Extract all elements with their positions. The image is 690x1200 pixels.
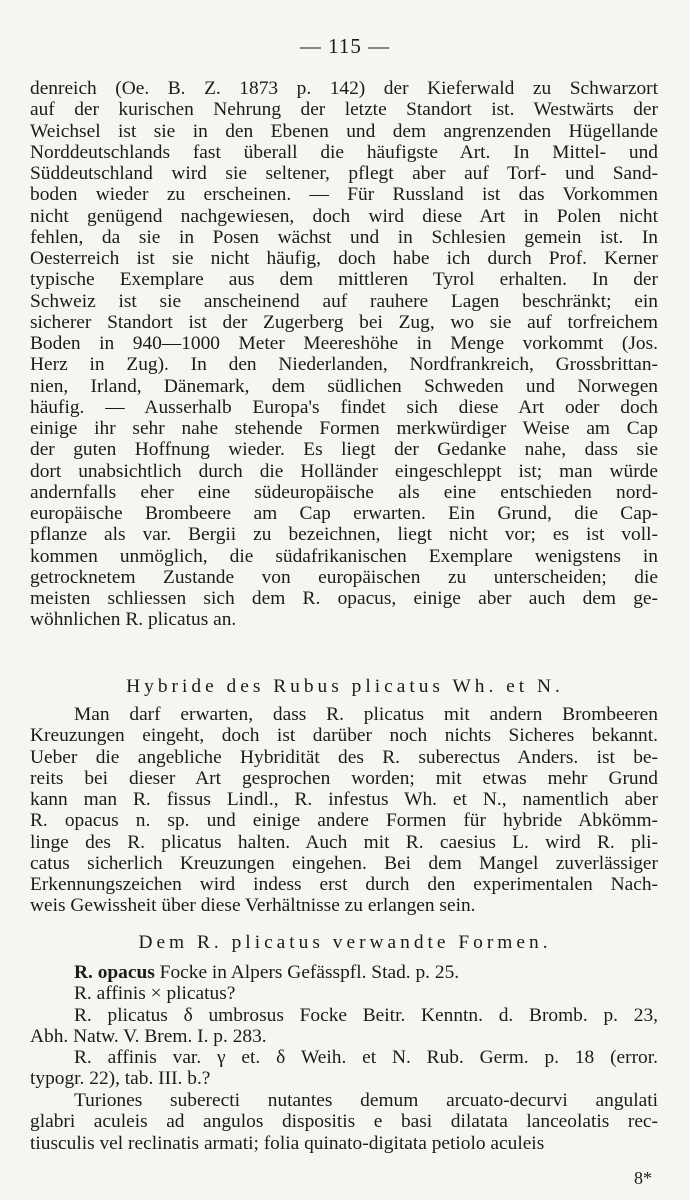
text-line: typische Exemplare aus dem mittleren Tyrol erhalten. In der xyxy=(30,269,658,291)
paragraph-distribution xyxy=(30,78,658,631)
text-line: Herz in Zug). In den Niederlanden, Nordfrankreich, Grossbrittan- xyxy=(30,354,658,376)
text-line: europäische Brombeere am Cap erwarten. Ein Grund, die Cap- xyxy=(30,503,658,524)
text-line: glabri aculeis ad angulos dispositis e basi dilatata lanceolatis rec- xyxy=(30,1111,658,1133)
text-line: Turiones suberecti nutantes demum arcuato-decurvi angulati xyxy=(74,1090,658,1111)
section-heading-hybrids: Hybride des Rubus plicatus Wh. et N. xyxy=(126,676,564,697)
text-line: Boden in 940—1000 Meter Meereshöhe in Menge vorkommt (Jos. xyxy=(30,333,658,354)
synonym-line: Abh. Natw. V. Brem. I. p. 283. xyxy=(30,1025,267,1047)
paragraph-hybrids xyxy=(30,704,658,917)
synonym-line: R. affinis × plicatus? xyxy=(74,983,236,1005)
text-line: Kreuzungen eingeht, doch ist darüber noch nichts Sicheres bekannt. xyxy=(30,725,658,747)
text-line: dort unabsichtlich durch die Holländer eingeschleppt ist; man würde xyxy=(30,460,658,482)
text-line: catus sicherlich Kreuzungen eingehen. Bei dem Mangel zuverlässiger xyxy=(30,852,658,874)
text-line: pflanze als var. Bergii zu bezeichnen, liegt nicht vor; es ist voll- xyxy=(30,524,658,546)
species-citation: Focke in Alpers Gefässpfl. Stad. p. 25. xyxy=(159,962,460,983)
text-line: tiusculis vel reclinatis armati; folia quinato-digitata petiolo aculeis xyxy=(30,1132,545,1154)
text-line: fehlen, da sie in Posen wächst und in Schlesien gemein ist. In xyxy=(30,226,658,248)
text-line: Ueber die angebliche Hybridität des R. suberectus Anders. ist be- xyxy=(30,746,658,768)
section-heading-related-forms: Dem R. plicatus verwandte Formen. xyxy=(138,932,552,953)
text-line: Man darf erwarten, dass R. plicatus mit andern Brombeeren xyxy=(74,704,658,725)
page-number: — 115 — xyxy=(299,34,391,58)
text-line: linge des R. plicatus halten. Auch mit R. caesius L. wird R. pli- xyxy=(30,831,658,853)
signature-mark: 8* xyxy=(634,1168,652,1188)
synonymy-block xyxy=(30,962,658,1090)
text-line: auf der kurischen Nehrung der letzte Standort ist. Westwärts der xyxy=(30,99,658,121)
text-line: reits bei dieser Art gesprochen worden; mit etwas mehr Grund xyxy=(30,767,658,789)
synonym-line: R. affinis var. γ et. δ Weih. et N. Rub. Germ. p. 18 (error. xyxy=(74,1047,658,1068)
text-line: meisten schliessen sich dem R. opacus, einige aber auch dem ge- xyxy=(30,588,658,609)
text-line: denreich (Oe. B. Z. 1873 p. 142) der Kieferwald zu Schwarzort xyxy=(30,78,658,99)
text-line: Weichsel ist sie in den Ebenen und dem angrenzenden Hügellande xyxy=(30,120,658,142)
text-line: Erkennungszeichen wird indess erst durch den experimentalen Nach- xyxy=(30,874,658,895)
text-line: weis Gewissheit über diese Verhältnisse zu erlangen sein. xyxy=(30,895,476,917)
text-line: einige ihr sehr nahe stehende Formen merkwürdiger Weise am Cap xyxy=(30,418,658,439)
text-line: kann man R. fissus Lindl., R. infestus Wh. et N., namentlich aber xyxy=(30,789,658,810)
text-line: getrocknetem Zustande von europäischen zu unterscheiden; die xyxy=(30,566,658,588)
text-line: kommen unmöglich, die südafrikanischen Exemplare wenigstens in xyxy=(30,545,658,567)
text-line: boden wieder zu erscheinen. — Für Russland ist das Vorkommen xyxy=(30,184,658,206)
synonym-line: R. plicatus δ umbrosus Focke Beitr. Kenntn. d. Bromb. p. 23, xyxy=(74,1004,658,1026)
species-entry xyxy=(30,962,658,983)
text-line: häufig. — Ausserhalb Europa's findet sich diese Art oder doch xyxy=(30,396,658,418)
text-line: nicht genügend nachgewiesen, doch wird diese Art in Polen nicht xyxy=(30,205,658,227)
text-line: Schweiz ist sie anscheinend auf rauhere Lagen beschränkt; ein xyxy=(30,290,658,312)
text-line: Norddeutschlands fast überall die häufigste Art. In Mittel- und xyxy=(30,141,658,163)
paragraph-description xyxy=(30,1090,658,1154)
text-line: R. opacus n. sp. und einige andere Formen für hybride Abkömm- xyxy=(30,810,658,832)
text-line: Süddeutschland wird sie seltener, pflegt aber auf Torf- und Sand- xyxy=(30,163,658,184)
text-line: sicherer Standort ist der Zugerberg bei Zug, wo sie auf torfreichem xyxy=(30,311,658,333)
text-line: andernfalls eher eine südeuropäische als eine entschieden nord- xyxy=(30,481,658,503)
text-line: Oesterreich ist sie nicht häufig, doch habe ich durch Prof. Kerner xyxy=(30,248,658,269)
synonym-line: typogr. 22), tab. III. b.? xyxy=(30,1068,211,1090)
text-line: wöhnlichen R. plicatus an. xyxy=(30,609,237,631)
text-line: nien, Irland, Dänemark, dem südlichen Schweden und Norwegen xyxy=(30,375,658,397)
text-line: der guten Hoffnung wieder. Es liegt der Gedanke nahe, dass sie xyxy=(30,439,658,461)
species-name: R. opacus xyxy=(74,962,155,983)
